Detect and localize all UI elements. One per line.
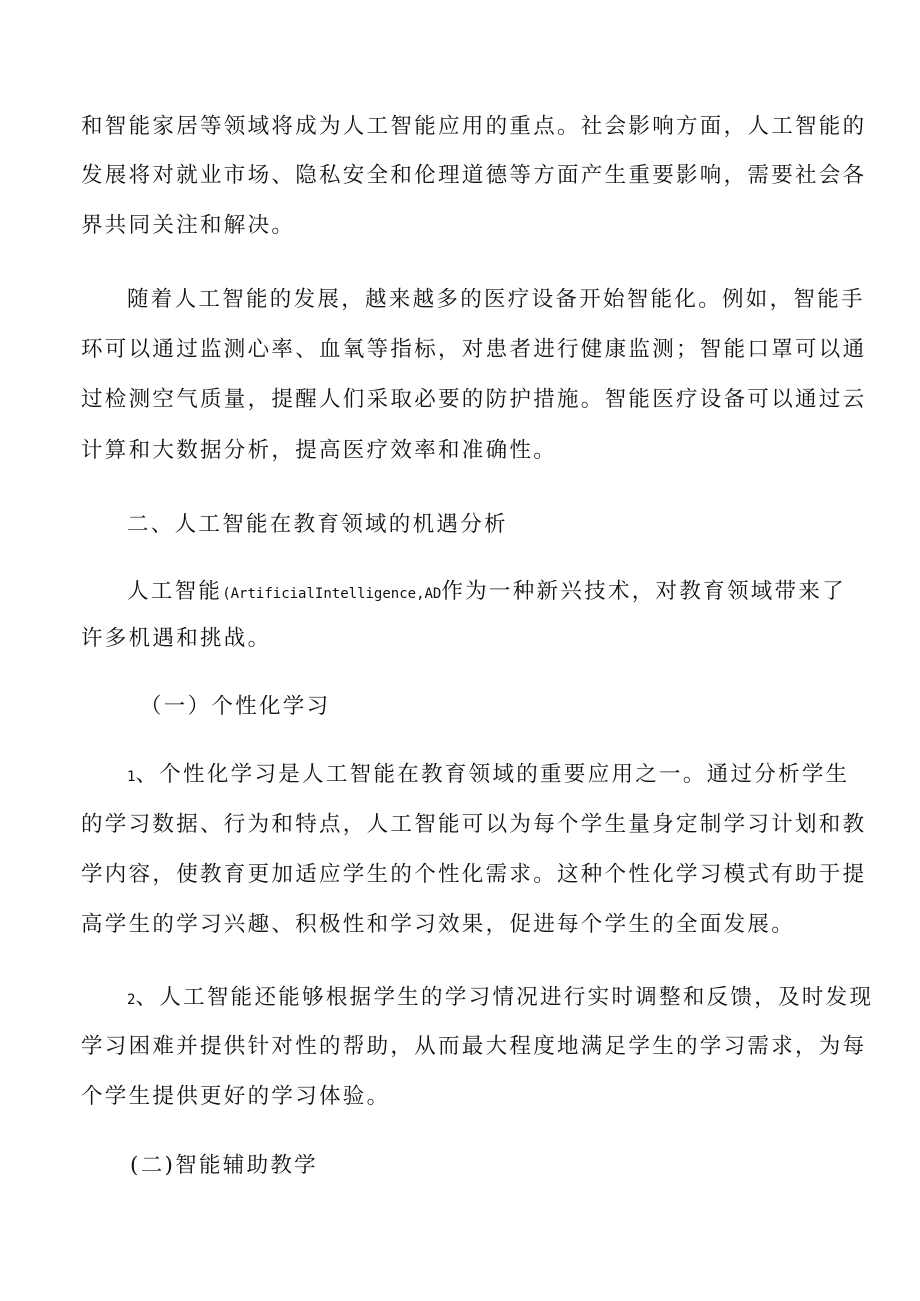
paragraph-line: 许多机遇和挑战。: [81, 626, 272, 651]
paragraph-line: 界共同关注和解决。: [81, 213, 296, 238]
subsection-heading: (二)智能辅助教学: [130, 1153, 318, 1178]
item-number: 1: [127, 769, 136, 785]
paragraph-line: [127, 578, 889, 608]
item-number: 2: [127, 992, 136, 1008]
item-text: 、人工智能还能够根据学生的学习情况进行实时调整和反馈，及时发现: [135, 985, 874, 1010]
item-text: 、个性化学习是人工智能在教育领域的重要应用之一。通过分析学生: [135, 762, 850, 787]
paragraph-line: 和智能家居等领域将成为人工智能应用的重点。社会影响方面，人工智能的: [81, 114, 867, 139]
ai-intro-latin: (ArtificialIntelligence,AD: [222, 586, 442, 602]
section-heading: 二、人工智能在教育领域的机遇分析: [127, 512, 508, 537]
list-item: [127, 984, 889, 1014]
subsection-heading: （一）个性化学习: [140, 694, 331, 719]
paragraph-line: 个学生提供更好的学习体验。: [81, 1084, 391, 1109]
paragraph-line: 学内容，使教育更加适应学生的个性化需求。这种个性化学习模式有助于提: [81, 862, 867, 887]
ai-intro-after: 作为一种新兴技术，对教育领域带来了: [441, 579, 846, 604]
paragraph-line: 环可以通过监测心率、血氧等指标，对患者进行健康监测；智能口罩可以通: [81, 337, 867, 362]
paragraph-line: 过检测空气质量，提醒人们采取必要的防护措施。智能医疗设备可以通过云: [81, 387, 867, 412]
paragraph-line: 随着人工智能的发展，越来越多的医疗设备开始智能化。例如，智能手: [127, 287, 865, 312]
paragraph-line: 发展将对就业市场、隐私安全和伦理道德等方面产生重要影响，需要社会各: [81, 163, 867, 188]
ai-intro-before: 人工智能: [127, 579, 223, 604]
paragraph-line: 的学习数据、行为和特点，人工智能可以为每个学生量身定制学习计划和教: [81, 812, 867, 837]
paragraph-line: 计算和大数据分析，提高医疗效率和准确性。: [81, 438, 558, 463]
list-item: [127, 761, 889, 791]
paragraph-line: 学习困难并提供针对性的帮助，从而最大程度地满足学生的学习需求，为每: [81, 1034, 867, 1059]
paragraph-line: 高学生的学习兴趣、积极性和学习效果，促进每个学生的全面发展。: [81, 912, 796, 937]
